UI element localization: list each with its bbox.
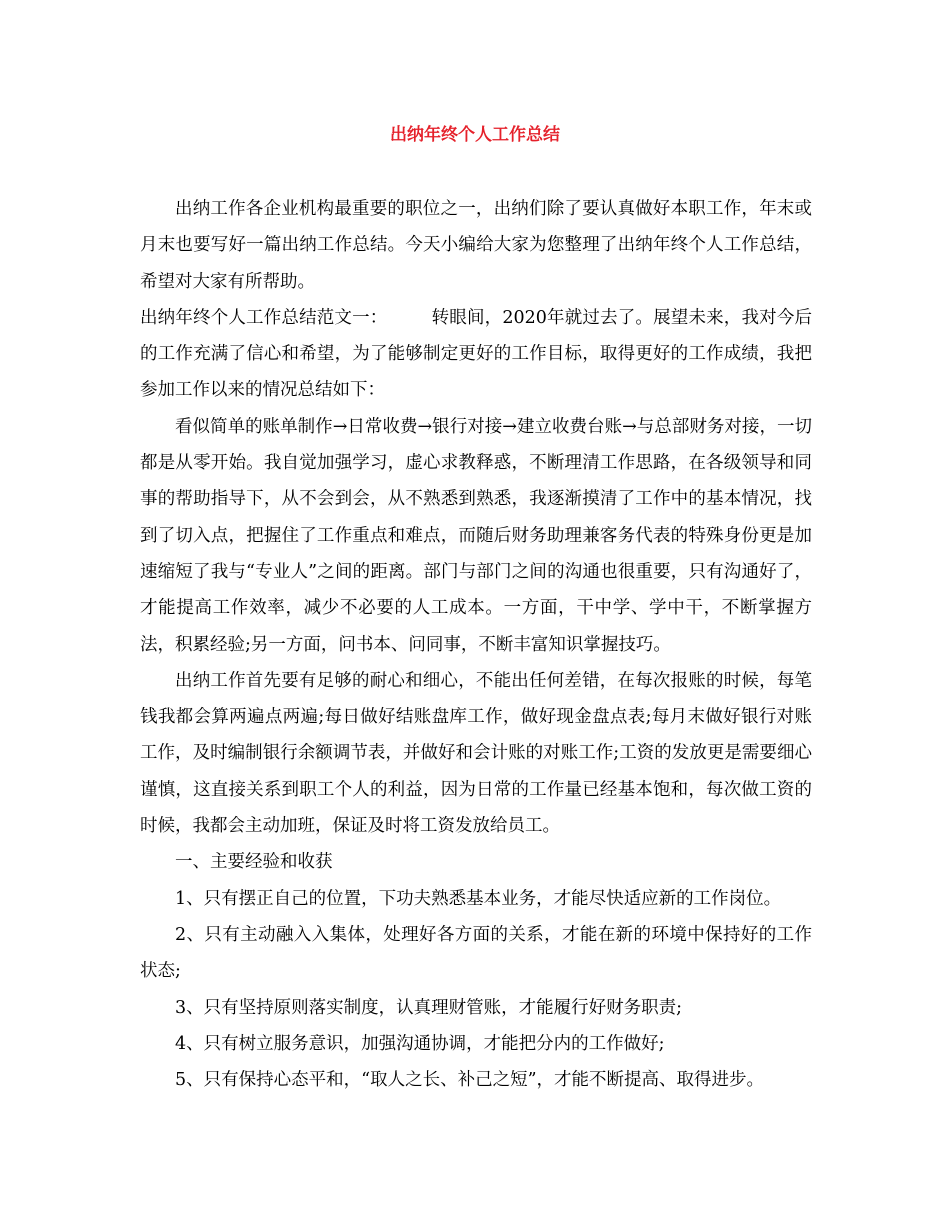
- document-title: 出纳年终个人工作总结: [390, 125, 560, 145]
- intro-paragraph: 出纳工作各企业机构最重要的职位之一，出纳们除了要认真做好本职工作，年末或月末也要写好一篇出纳工作总结。今天小编给大家为您整理了出纳年终个人工作总结，希望对大家有所帮助。: [140, 199, 812, 292]
- sample-paragraph: [140, 300, 812, 409]
- list-item: 1、只有摆正自己的位置，下功夫熟悉基本业务，才能尽快适应新的工作岗位。: [175, 888, 782, 909]
- list-item: 5、只有保持心态平和，“取人之长、补己之短”，才能不断提高、取得进步。: [175, 1070, 765, 1091]
- sample-opening: 转眼间，2020年就过去了。展望未来，我对今后的工作充满了信心和希望，为了能够制定更好的工作目标，取得更好的工作成绩，我把参加工作以来的情况总结如下：: [140, 307, 812, 401]
- list-item: 3、只有坚持原则落实制度，认真理财管账，才能履行好财务职责;: [175, 997, 683, 1018]
- document-body: [140, 191, 812, 1098]
- section-heading: 一、主要经验和收获: [175, 852, 333, 873]
- body-paragraph-2: 出纳工作首先要有足够的耐心和细心，不能出任何差错，在每次报账的时候，每笔钱我都会算两遍点两遍;每日做好结账盘库工作，做好现金盘点表;每月末做好银行对账工作，及时编制银行余额调节表，并做好和会计账的对账工作;工资的发放更是需要细心谨慎，这直接关系到职工个人的利益，因为日常的工作量已经基本饱和，每次做工资的时候，我都会主动加班，保证及时将工资发放给员工。: [140, 670, 812, 837]
- body-paragraph-1: 看似简单的账单制作→日常收费→银行对接→建立收费台账→与总部财务对接，一切都是从零开始。我自觉加强学习，虚心求教释惑，不断理清工作思路，在各级领导和同事的帮助指导下，从不会到会，从不熟悉到熟悉，我逐渐摸清了工作中的基本情况，找到了切入点，把握住了工作重点和难点，而随后财务助理兼客务代表的特殊身份更是加速缩短了我与“专业人”之间的距离。部门与部门之间的沟通也很重要，只有沟通好了，才能提高工作效率，减少不必要的人工成本。一方面，干中学、学中干，不断掌握方法，积累经验;另一方面，问书本、问同事，不断丰富知识掌握技巧。: [140, 416, 812, 655]
- sample-heading: 出纳年终个人工作总结范文一：: [140, 307, 388, 328]
- list-item: 4、只有树立服务意识，加强沟通协调，才能把分内的工作做好;: [175, 1033, 665, 1054]
- list-item: 2、只有主动融入入集体，处理好各方面的关系，才能在新的环境中保持好的工作状态;: [140, 924, 812, 982]
